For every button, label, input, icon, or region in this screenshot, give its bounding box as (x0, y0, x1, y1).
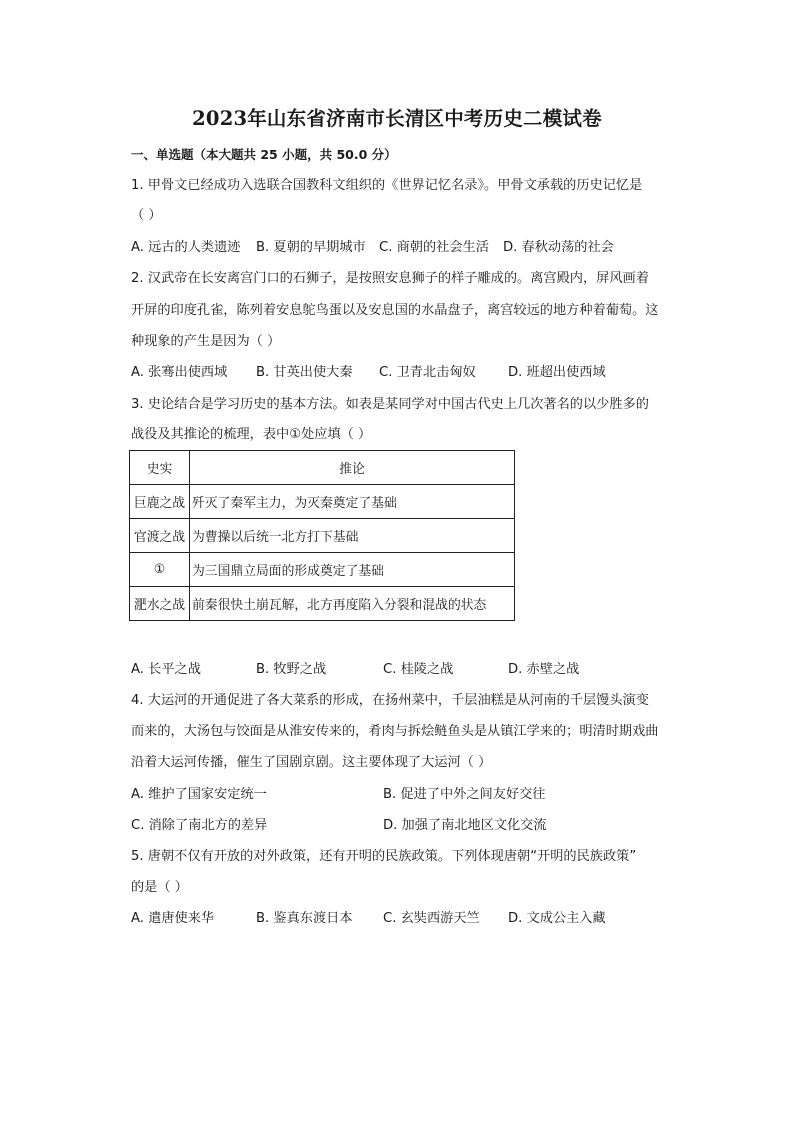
table-row (130, 485, 515, 519)
q1-option-d: D. 春秋动荡的社会 (503, 240, 614, 255)
q4-option-b: B. 促进了中外之间友好交往 (383, 787, 546, 802)
q5-option-a: A. 遣唐使来华 (131, 911, 215, 926)
q2-option-d: D. 班超出使西域 (508, 365, 606, 380)
table-cell: 为三国鼎立局面的形成奠定了基础 (190, 553, 515, 587)
q5-stem-line2: 的是（ ） (131, 880, 188, 895)
q2-option-b: B. 甘英出使大秦 (256, 365, 353, 380)
table-cell: 官渡之战 (130, 519, 190, 553)
table-row (130, 553, 515, 587)
q3-option-d: D. 赤壁之战 (508, 662, 580, 677)
q3-stem-line2: 战役及其推论的梳理，表中①处应填（ ） (131, 427, 372, 442)
table-cell: 巨鹿之战 (130, 485, 190, 519)
q1-stem-line1: 1. 甲骨文已经成功入选联合国教科文组织的《世界记忆名录》。甲骨文承载的历史记忆是 (131, 178, 643, 193)
table-cell: ① (130, 553, 190, 587)
q3-stem-line1: 3. 史论结合是学习历史的基本方法。如表是某同学对中国古代史上几次著名的以少胜多的 (131, 397, 649, 412)
q1-option-c: C. 商朝的社会生活 (379, 240, 489, 255)
q4-stem-line2: 而来的，大汤包与饺面是从淮安传来的，肴肉与拆烩鲢鱼头是从镇江学来的；明清时期戏曲 (131, 724, 659, 739)
section-heading: 一、单选题（本大题共 25 小题，共 50.0 分） (131, 147, 397, 162)
q2-option-a: A. 张骞出使西域 (131, 365, 228, 380)
table-row (130, 587, 515, 621)
history-table (129, 450, 515, 621)
q5-option-d: D. 文成公主入藏 (508, 911, 606, 926)
q4-stem-line1: 4. 大运河的开通促进了各大菜系的形成，在扬州菜中，千层油糕是从河南的千层馒头演变 (131, 693, 649, 708)
q1-option-a: A. 远古的人类遗迹 (131, 240, 241, 255)
q3-option-c: C. 桂陵之战 (383, 662, 454, 677)
q1-option-b: B. 夏朝的早期城市 (256, 240, 366, 255)
table-row (130, 519, 515, 553)
q2-option-c: C. 卫青北击匈奴 (379, 365, 476, 380)
table-header-cell: 史实 (130, 451, 190, 485)
q3-option-a: A. 长平之战 (131, 662, 201, 677)
table-header-cell: 推论 (190, 451, 515, 485)
q5-option-b: B. 鉴真东渡日本 (256, 911, 353, 926)
q4-stem-line3: 沿着大运河传播，催生了国剧京剧。这主要体现了大运河（ ） (131, 755, 492, 770)
table-header-row (130, 451, 515, 485)
table-cell: 歼灭了秦军主力，为灭秦奠定了基础 (190, 485, 515, 519)
q3-option-b: B. 牧野之战 (256, 662, 327, 677)
q2-stem-line2: 开屏的印度孔雀，陈列着安息鸵鸟蛋以及安息国的水晶盘子，离宫较远的地方种着葡萄。这 (131, 303, 659, 318)
q1-stem-line2: （ ） (131, 208, 162, 223)
q4-option-c: C. 消除了南北方的差异 (131, 818, 268, 833)
q4-option-d: D. 加强了南北地区文化交流 (383, 818, 547, 833)
table-cell: 为曹操以后统一北方打下基础 (190, 519, 515, 553)
q2-stem-line1: 2. 汉武帝在长安离宫门口的石狮子，是按照安息狮子的样子雕成的。离宫殿内，屏风画着 (131, 271, 649, 286)
q5-option-c: C. 玄奘西游天竺 (383, 911, 480, 926)
q5-stem-line1: 5. 唐朝不仅有开放的对外政策，还有开明的民族政策。下列体现唐朝“开明的民族政策” (131, 849, 637, 864)
q2-stem-line3: 种现象的产生是因为（ ） (131, 334, 281, 349)
table-cell: 前秦很快土崩瓦解，北方再度陷入分裂和混战的状态 (190, 587, 515, 621)
table-cell: 淝水之战 (130, 587, 190, 621)
exam-title: 2023年山东省济南市长清区中考历史二模试卷 (192, 107, 602, 130)
q4-option-a: A. 维护了国家安定统一 (131, 787, 267, 802)
